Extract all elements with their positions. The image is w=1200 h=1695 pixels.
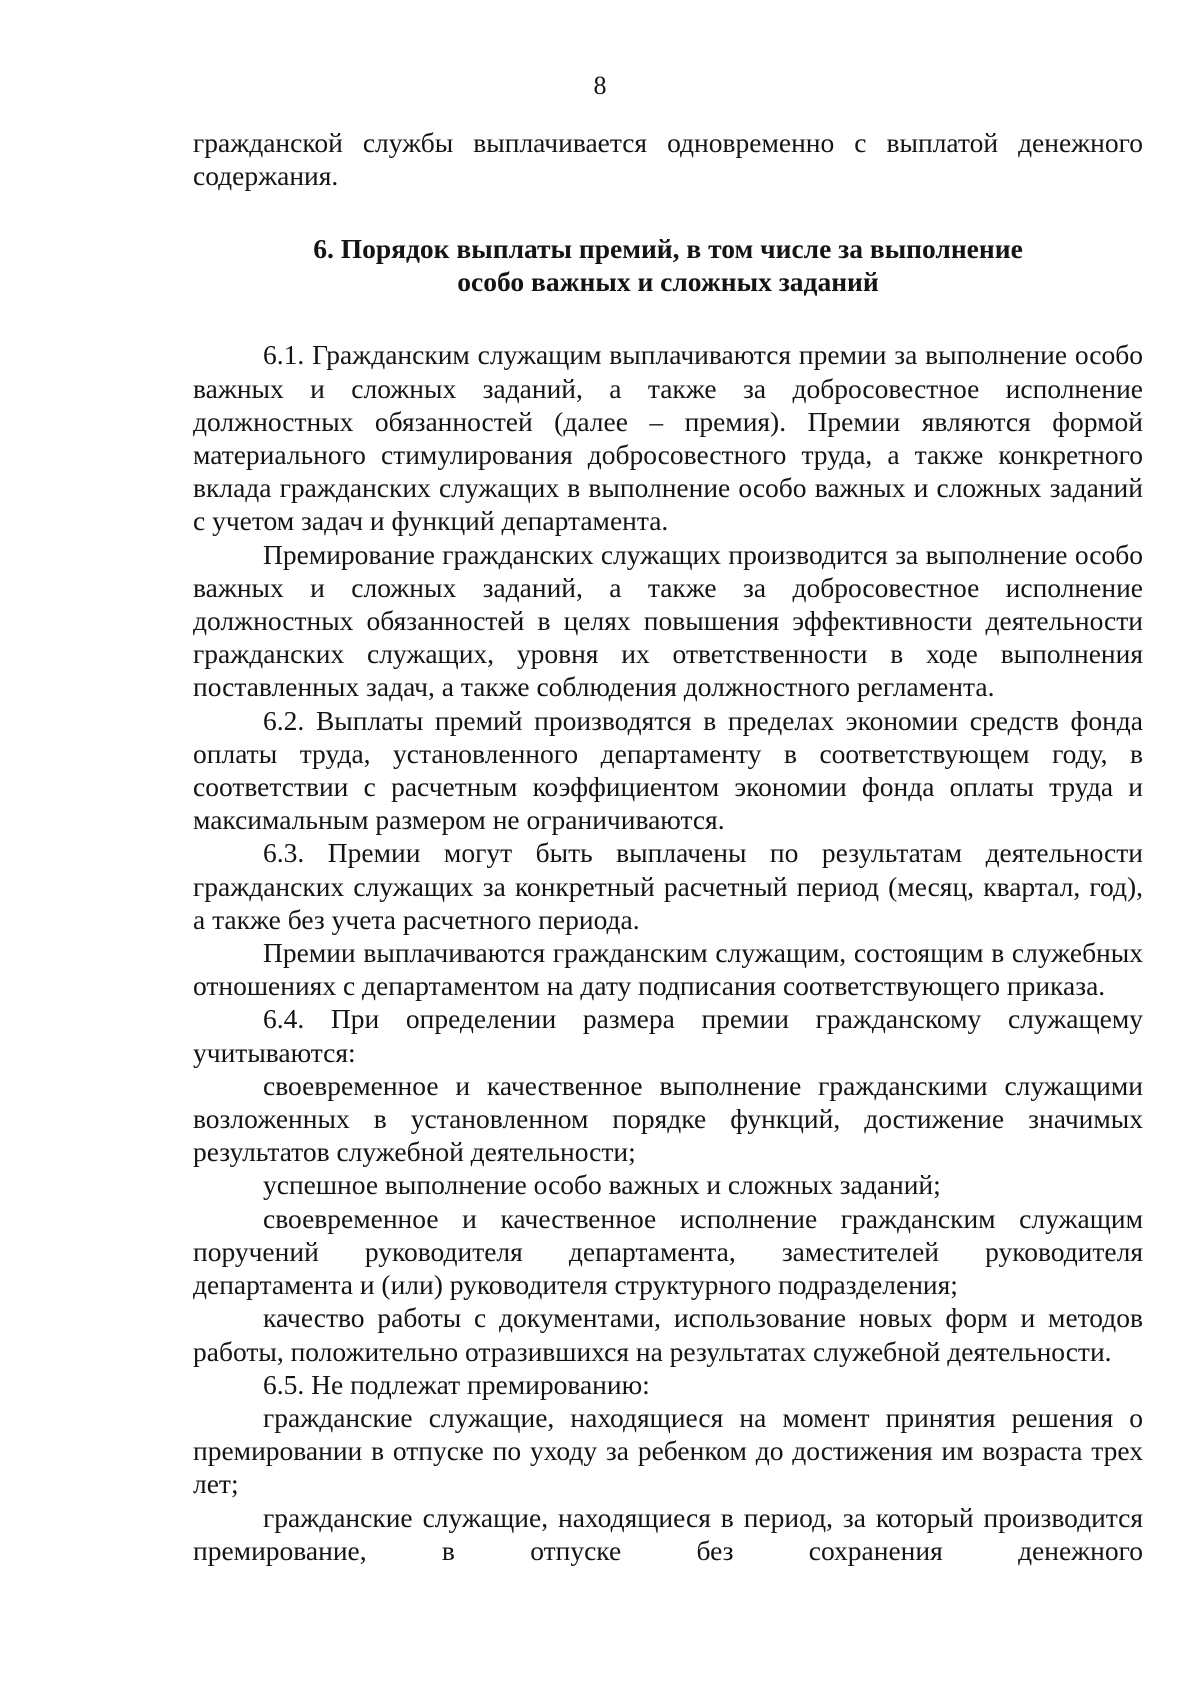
exclusion-item-parental-leave: гражданские служащие, находящиеся на момент принятия решения о премировании в отпуске по уходу за ребенком до достижения им возраста трех лет;: [193, 1401, 1143, 1500]
paragraph-bonus-recipients: Премии выплачиваются гражданским служащим, состоящим в служебных отношениях с департаментом на дату подписания соответствующего приказа.: [193, 937, 1143, 1002]
section-title-line-2: особо важных и сложных заданий: [457, 266, 879, 298]
page-number: 8: [593, 71, 607, 100]
paragraph-bonus-purpose: Премирование гражданских служащих производится за выполнение особо важных и сложных заданий, а также за добросовестное исполнение должностных обязанностей в целях повышения эффективности деятельности гражданских служащих, уровня их ответственности в ходе выполнения поставленных задач, а также соблюдения должностного регламента.: [193, 538, 1143, 703]
paragraph-6-5: 6.5. Не подлежат премированию:: [263, 1368, 650, 1400]
exclusion-item-unpaid-leave: гражданские служащие, находящиеся в период, за который производится премирование, в отпуске без сохранения денежного: [193, 1501, 1143, 1566]
paragraph-6-2: 6.2. Выплаты премий производятся в пределах экономии средств фонда оплаты труда, установленного департаменту в соответствующем году, в соответствии с расчетным коэффициентом экономии фонда оплаты труда и максимальным размером не ограничиваются.: [193, 704, 1143, 836]
criteria-item-document-quality: качество работы с документами, использование новых форм и методов работы, положительно отразившихся на результатах служебной деятельности.: [193, 1302, 1143, 1367]
criteria-item-timely-performance: своевременное и качественное выполнение гражданскими служащими возложенных в установленном порядке функций, достижение значимых результатов служебной деятельности;: [193, 1069, 1143, 1168]
paragraph-6-1: 6.1. Гражданским служащим выплачиваются премии за выполнение особо важных и сложных заданий, а также за добросовестное исполнение должностных обязанностей (далее – премия). Премии являются формой материального стимулирования добросовестного труда, а также конкретного вклада гражданских служащих в выполнение особо важных и сложных заданий с учетом задач и функций департамента.: [193, 339, 1143, 537]
continuation-paragraph: гражданской службы выплачивается одновременно с выплатой денежного содержания.: [193, 127, 1143, 192]
section-title-line-1: 6. Порядок выплаты премий, в том числе за выполнение: [313, 233, 1023, 265]
paragraph-6-4: 6.4. При определении размера премии гражданскому служащему учитываются:: [193, 1003, 1143, 1068]
paragraph-6-3: 6.3. Премии могут быть выплачены по результатам деятельности гражданских служащих за конкретный расчетный период (месяц, квартал, год), а также без учета расчетного периода.: [193, 837, 1143, 935]
criteria-item-instructions: своевременное и качественное исполнение гражданским служащим поручений руководителя департамента, заместителей руководителя департамента и (или) руководителя структурного подразделения;: [193, 1202, 1143, 1301]
document-body: [193, 126, 1143, 1567]
section-title: [193, 232, 1143, 298]
criteria-item-important-tasks: успешное выполнение особо важных и сложных заданий;: [263, 1169, 941, 1201]
